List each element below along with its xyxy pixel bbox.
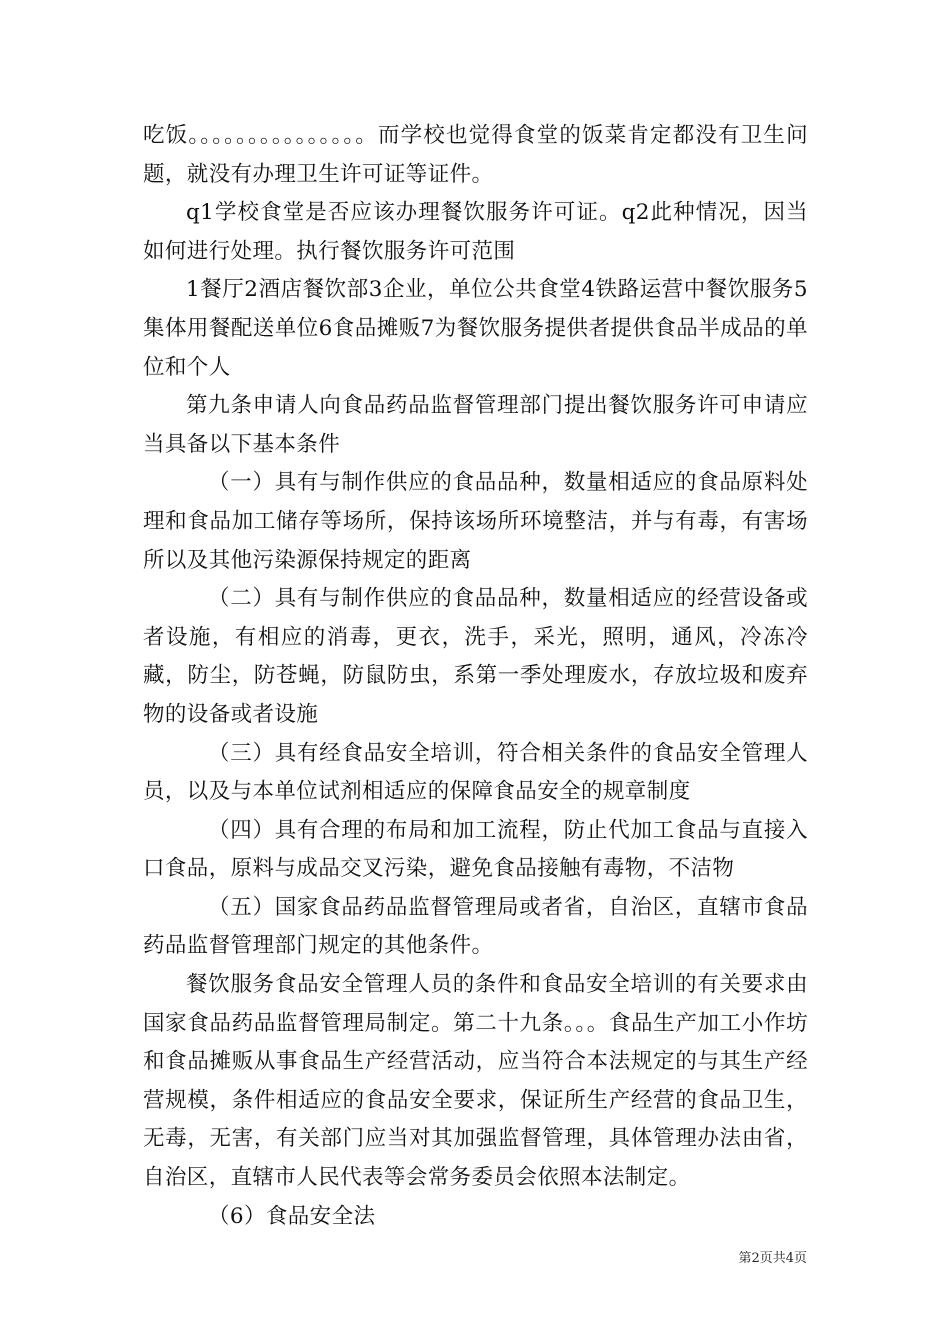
paragraph-1: 吃饭。。。。。。。。。。。。。。。而学校也觉得食堂的饭菜肯定都没有卫生问题，就没有办理卫生许可证等证件。 — [143, 123, 808, 187]
document-body — [143, 117, 808, 1236]
paragraph-7: （三）具有经食品安全培训，符合相关条件的食品安全管理人员，以及与本单位试剂相适应的保障食品安全的规章制度 — [143, 740, 808, 805]
paragraph-10: 餐饮服务食品安全管理人员的条件和食品安全培训的有关要求由国家食品药品监督管理局制定。第二十九条。。。食品生产加工小作坊和食品摊贩从事食品生产经营活动，应当符合本法规定的与其生产经营规模，条件相适应的食品安全要求，保证所生产经营的食品卫生，无毒，无害，有关部门应当对其加强监督管理，具体管理办法由省，自治区，直辖市人民代表等会常务委员会依照本法制定。 — [143, 972, 808, 1191]
paragraph-11: （6）食品安全法 — [208, 1203, 376, 1229]
paragraph-6: （二）具有与制作供应的食品品种，数量相适应的经营设备或者设施，有相应的消毒，更衣，洗手，采光，照明，通风，冷冻冷藏，防尘，防苍蝇，防鼠防虫，系第一季处理废水，存放垃圾和废弃物的设备或者设施 — [143, 586, 808, 727]
paragraph-4: 第九条申请人向食品药品监督管理部门提出餐饮服务许可申请应当具备以下基本条件 — [143, 393, 808, 457]
paragraph-9: （五）国家食品药品监督管理局或者省，自治区，直辖市食品药品监督管理部门规定的其他条件。 — [143, 894, 808, 959]
paragraph-3: 1餐厅2酒店餐饮部3企业，单位公共食堂4铁路运营中餐饮服务5集体用餐配送单位6食品摊贩7为餐饮服务提供者提供食品半成品的单位和个人 — [143, 277, 808, 380]
page-number: 第2页共4页 — [738, 1251, 807, 1266]
paragraph-5: （一）具有与制作供应的食品品种，数量相适应的食品原料处理和食品加工储存等场所，保持该场所环境整洁，并与有毒，有害场所以及其他污染源保持规定的距离 — [143, 470, 808, 573]
paragraph-2: q1学校食堂是否应该办理餐饮服务许可证。q2此种情况，因当如何进行处理。执行餐饮服务许可范围 — [143, 200, 808, 264]
paragraph-8: （四）具有合理的布局和加工流程，防止代加工食品与直接入口食品，原料与成品交叉污染，避免食品接触有毒物，不洁物 — [143, 817, 808, 882]
